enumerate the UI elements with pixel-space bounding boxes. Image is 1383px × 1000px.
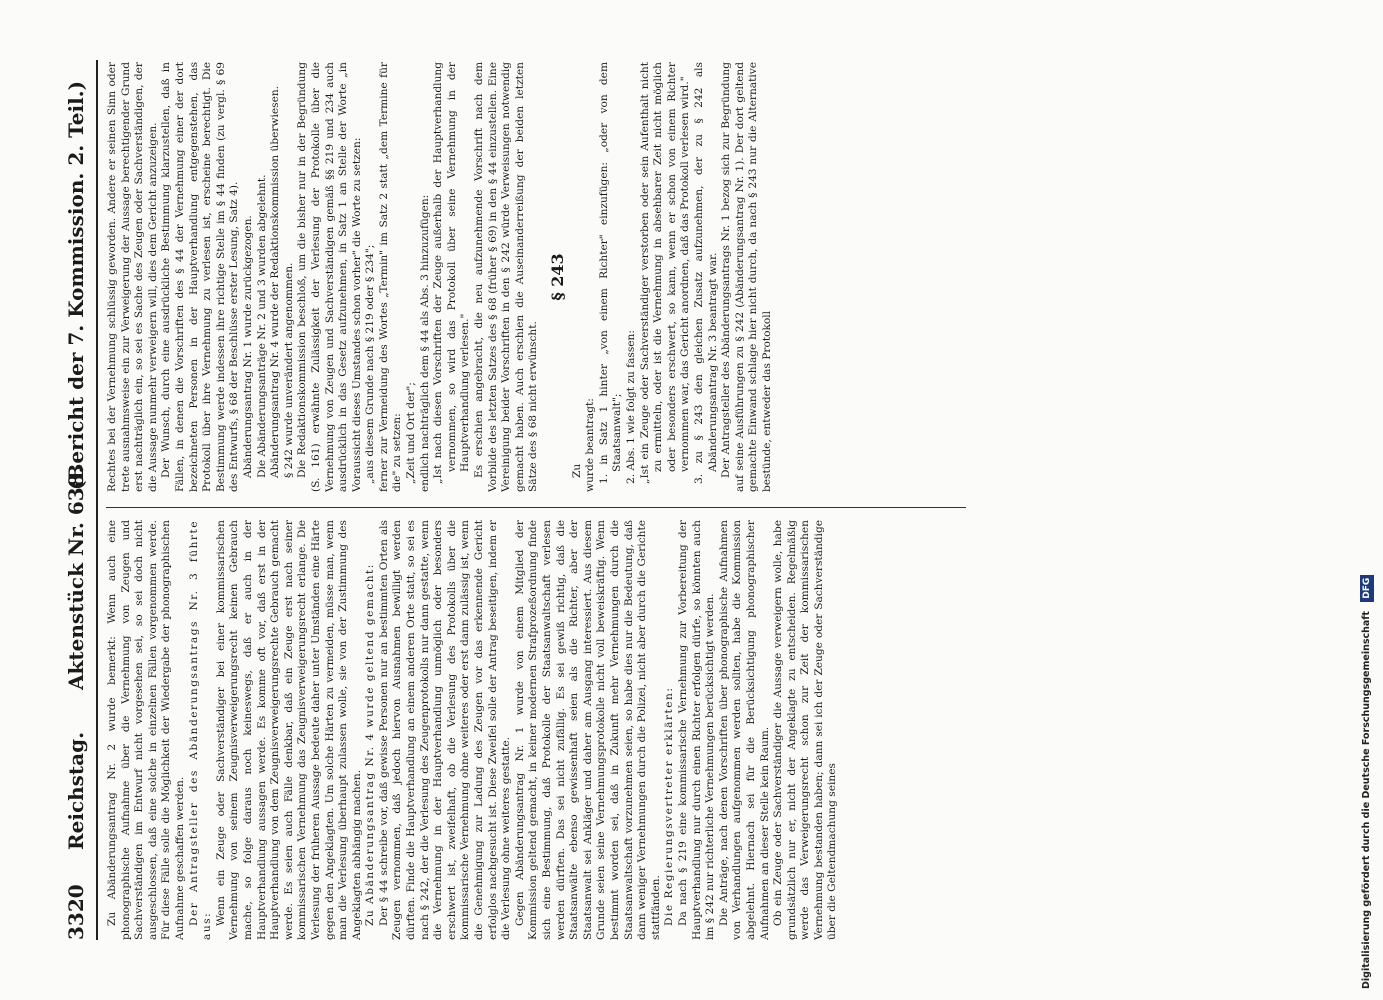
paragraph: Rechtes bei der Vernehmung schlüssig geworden. Andere er seinen Sinn oder trete ausnahmsweise ein zur Verweigerung der Aussage berechtigender Grund erst nachträglich ein, so sei es Sache des Zeugen oder Sachverständigen, der die Aussage nunmehr verweigern will, dies dem Gericht anzuzeigen. <box>106 62 159 492</box>
digitization-note <box>1355 14 1379 989</box>
paragraph: wurde beantragt: <box>584 398 597 492</box>
paragraph: Da nach § 219 eine kommissarische Vernehmung zur Vorbereitung der Hauptverhandlung nur durch einen Richter erfolgen dürfe, so könnten auch im § 242 nur richterliche Vernehmungen berücksichtigt werden. <box>676 520 717 940</box>
paragraph: Zu Abänderungsantrag Nr. 2 wurde bemerkt: Wenn auch eine phonographische Aufnahme über die Vernehmung von Zeugen und Sachverständigen im Entwurf nicht vorgesehen sei, so sei doch nicht ausgeschlossen, daß eine solche in einzelnen Fällen vorgenommen werde. Für diese Fälle solle die Möglichkeit der Wiedergabe der phonographischen Aufnahme geschaffen werden. <box>106 520 186 940</box>
paragraph: Es erschien angebracht, die neu aufzunehmende Vorschrift nach dem Vorbilde des letzten Satzes des § 68 (früher § 69) in den § 44 einzustellen. Eine Vereinigung beider Vorschriften in den § 242 würde Verweisungen notwendig gemacht haben. Auch erschien die Auseinanderreißung der beiden letzten Sätze des § 68 nicht erwünscht. <box>473 62 540 492</box>
paragraph: Gegen Abänderungsantrag Nr. 1 wurde von einem Mitglied der Kommission geltend gemacht, in keiner modernen Strafprozeßordnung finde sich eine Bestimmung, daß Protokolle der Staatsanwaltschaft verlesen werden dürften. Das sei nicht zufällig. Es sei gewiß richtig, daß die Staatsanwälte ebenso gewissenhaft seien als die Richter, aber der Staatsanwalt sei Ankläger und daher am Ausgang interessiert. Aus diesem Grunde seien seine Vernehmungsprotokolle nicht voll beweiskräftig. Wenn bestimmt worden sei, daß in Zukunft mehr Vernehmungen durch die Staatsanwaltschaft vorzunehmen seien, so habe dies nur die Bedeutung, daß dann weniger Vernehmungen durch die Polizei, nicht aber durch die Gerichte stattfänden. <box>513 520 662 940</box>
paragraph: Zu Abänderungsantrag Nr. 4 wurde geltend gemacht: <box>364 563 377 926</box>
paragraph: Die Regierungsvertreter erklärten: <box>663 686 676 926</box>
text-column-right <box>106 62 1326 492</box>
paragraph: Der Wunsch, durch eine ausdrückliche Bestimmung klarzustellen, daß in Fällen, in denen die Vorschriften des § 44 der Vernehmung einer der dort bezeichneten Personen in der Hauptverhandlung entgegenstehen, das Protokoll über ihre Vernehmung zu verlesen ist, erscheine berechtigt. Die Bestimmung werde indessen ihre richtige Stelle im § 44 finden (zu vergl. § 69 des Entwurfs, § 68 der Beschlüsse erster Lesung, Satz 4). <box>160 62 241 492</box>
paragraph: endlich nachträglich dem § 44 als Abs. 3 hinzuzufügen: <box>418 194 431 492</box>
paragraph: Die Abänderungsanträge Nr. 2 und 3 wurden abgelehnt. <box>255 174 268 478</box>
column-divider <box>106 507 966 508</box>
header-right: (Bericht der 7. Kommission. 2. Teil.) <box>64 80 88 490</box>
list-item: 3. zu § 243 den gleichen Zusatz aufzunehmen, der zu § 242 als Abänderungsantrag Nr. 3 beantragt war. <box>692 62 719 484</box>
quoted-text: „aus diesem Grunde nach § 219 oder § 234"; <box>364 244 377 484</box>
paragraph: Wenn ein Zeuge oder Sachverständiger bei einer kommissarischen Vernehmung von seinem Zeugnisverweigerungsrecht keinen Gebrauch mache, so folge daraus noch keineswegs, daß er auch in der Hauptverhandlung aussagen werde. Es komme oft vor, daß erst in der Hauptverhandlung von dem Zeugnisverweigerungsrechte Gebrauch gemacht werde. Es seien auch Fälle denkbar, daß ein Zeuge erst nach seiner kommissarischen Vernehmung das Zeugnisverweigerungsrecht erlange. Die Verlesung der früheren Aussage bedeute daher unter Umständen eine Härte gegen den Angeklagten. Um solche Härten zu vermeiden, müsse man, wenn man die Verlesung überhaupt zulassen wolle, sie von der Zustimmung des Angeklagten abhängig machen. <box>214 520 363 940</box>
paragraph: Der Antragsteller des Abänderungsantrags Nr. 3 führte aus: <box>187 520 214 940</box>
section-heading: § 243 <box>548 253 567 301</box>
paragraph: ferner zur Vermeidung des Wortes „Termin" im Satz 2 statt „dem Termine für die" zu setzen: <box>377 62 404 492</box>
paragraph: Ob ein Zeuge oder Sachverständiger die Aussage verweigern wolle, habe grundsätzlich nur er, nicht der Angeklagte zu entscheiden. Regelmäßig werde das Verweigerungsrecht schon zur Zeit der kommissarischen Vernehmung bestanden haben; dann sei ich der Zeuge oder Sachverständige über die Geltendmachung seines <box>772 520 839 940</box>
funding-note: Digitalisierung gefördert durch die Deutsche Forschungsgemeinschaft <box>1361 611 1372 989</box>
paragraph: Der Antragsteller des Abänderungsantrags Nr. 1 bezog sich zur Begründung auf seine Ausführungen zu § 242 (Abänderungsantrag Nr. 1). Der dort geltend gemachte Einwand schlage hier nicht durch, da nach § 243 nur die Alternative bestünde, entweder das Protokoll <box>720 62 773 492</box>
dfg-logo: DFG <box>1360 575 1374 602</box>
quoted-text: „Zeit und Ort der"; <box>405 382 418 484</box>
paragraph: Zu <box>570 463 583 478</box>
paragraph: Der § 44 schreibe vor, daß gewisse Personen nur an bestimmten Orten als Zeugen vernommen, daß jedoch hiervon Ausnahmen bewilligt werden dürften. Finde die Hauptverhandlung an einem anderen Orte statt, so sei es nach § 242, der die Verlesung des Zeugenprotokolls nur dann gestatte, wenn die Vernehmung in der Hauptverhandlung unmöglich oder besonders erschwert ist, zweifelhaft, ob die Verlesung des Protokolls über die kommissarische Vernehmung ohne weiteres oder erst dann zulässig ist, wenn die Genehmigung zur Ladung des Zeugen vor das erkennende Gericht erfolglos nachgesucht ist. Diese Zweifel solle der Antrag beseitigen, indem er die Verlesung ohne weiteres gestatte. <box>377 520 513 940</box>
quoted-text: „Ist nach diesen Vorschriften der Zeuge außerhalb der Hauptverhandlung vernommen, so wird das Protokoll über seine Vernehmung in der Hauptverhandlung verlesen." <box>432 62 472 484</box>
paragraph: Abänderungsantrag Nr. 1 wurde zurückgezogen. <box>241 215 254 478</box>
page-number: 3320 <box>64 884 88 940</box>
header-middle: Aktenstück Nr. 638. <box>64 466 88 690</box>
paragraph: § 242 wurde unverändert angenommen. <box>282 262 295 478</box>
list-item: 1. in Satz 1 hinter „von einem Richter" einzufügen: „oder von dem Staatsanwalt"; <box>597 62 624 484</box>
paragraph: Die Redaktionskommission beschloß, um die bisher nur in der Begründung (S. 161) erwähnte Zulässigkeit der Verlesung der Protokolle über die Vernehmung von Zeugen und Sachverständigen gemäß §§ 219 und 234 auch ausdrücklich in das Gesetz aufzunehmen, in Satz 1 an Stelle der Worte „in Voraussicht dieses Umstandes schon vorher" die Worte zu setzen: <box>296 62 363 492</box>
paragraph: Die Anträge, nach denen Vorschriften über phonographische Aufnahmen von Verhandlungen aufgenommen werden sollten, habe die Kommission abgelehnt. Hiernach sei für die Berücksichtigung phonographischer Aufnahmen an dieser Stelle kein Raum. <box>717 520 771 940</box>
quoted-text: „Ist ein Zeuge oder Sachverständiger verstorben oder sein Aufenthalt nicht zu ermitteln, oder ist die Vernehmung in absehbarer Zeit nicht möglich oder besonders erschwert, so kann, wenn er schon von einem Richter vernommen war, das Gericht anordnen, daß das Protokoll verlesen wird." <box>638 62 692 484</box>
paragraph: Abänderungsantrag Nr. 4 wurde der Redaktionskommission überwiesen. <box>269 85 282 478</box>
header-rule <box>96 60 98 940</box>
header-left: Reichstag. <box>64 731 88 850</box>
rotated-page-content <box>60 60 1360 940</box>
running-header <box>60 60 100 940</box>
text-column-left <box>106 520 1326 940</box>
list-item: 2. Abs. 1 wie folgt zu fassen: <box>624 330 637 484</box>
